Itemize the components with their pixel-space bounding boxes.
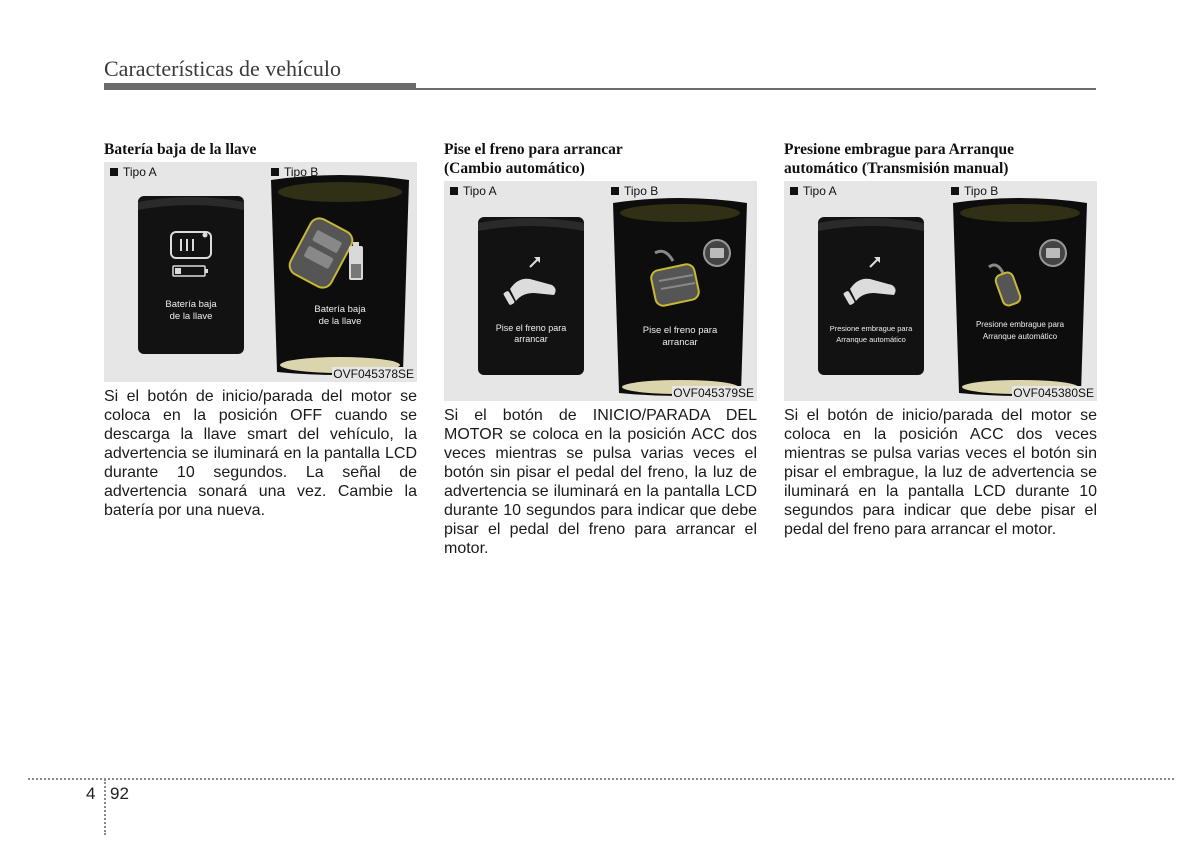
panel-type-a: [444, 181, 601, 401]
start-button-icon: [1040, 240, 1066, 266]
section-brake-to-start: [444, 140, 757, 558]
figure-code: OVF045379SE: [673, 386, 754, 400]
type-a-label: Tipo A: [450, 184, 497, 198]
figure-brake-to-start: [444, 181, 757, 401]
lcd-screen-type-b: [943, 181, 1097, 401]
panel-type-b: [943, 181, 1097, 401]
page-title: Características de vehículo: [104, 56, 342, 81]
svg-text:Pise el freno paraarrancar: Pise el freno para arrancar: [642, 325, 718, 348]
section-clutch-auto-start: [784, 140, 1097, 539]
lcd-screen-type-a: [104, 162, 261, 382]
start-button-icon: [704, 240, 730, 266]
header-rule: [416, 88, 1096, 90]
section-title: Presione embrague para Arranque automático (Transmisión manual): [784, 141, 1015, 177]
svg-text:Batería bajade la llave: Batería baja de la llave: [165, 299, 217, 322]
lcd-screen-type-a: [784, 181, 941, 401]
page-number: 92: [110, 784, 129, 803]
svg-text:Pise el freno paraarrancar: Pise el freno para arrancar: [495, 323, 567, 344]
svg-text:Presione embrague paraArranque: Presione embrague para Arranque automático: [975, 320, 1065, 341]
footer-divider: [104, 779, 106, 835]
figure-code: OVF045378SE: [333, 367, 414, 381]
type-a-label: Tipo A: [790, 184, 837, 198]
section-key-battery: [104, 140, 417, 520]
section-body: Si el botón de inicio/parada del motor se coloca en la posición OFF cuando se descarga la llave smart del vehículo, la advertencia se iluminará en la pantalla LCD durante 10 segundos. La señal de advertencia sonará una vez. Cambie la batería por una nueva.: [104, 388, 417, 519]
type-b-label: Tipo B: [951, 184, 998, 198]
section-body: Si el botón de INICIO/PARADA DEL MOTOR se coloca en la posición ACC dos veces mientras se pulsa varias veces el botón sin pisar el pedal del freno, la luz de advertencia se iluminará en la pantalla LCD durante 10 segundos para indicar que debe pisar el pedal del freno para arrancar el motor.: [444, 407, 757, 557]
lcd-screen-type-b: [603, 181, 757, 401]
figure-clutch-auto-start: [784, 181, 1097, 401]
panel-type-b: [603, 181, 757, 401]
lcd-screen-type-b: [263, 162, 417, 382]
figure-key-battery: [104, 162, 417, 382]
figure-code: OVF045380SE: [1013, 386, 1094, 400]
svg-text:Batería bajade la llave: Batería baja de la llave: [314, 304, 366, 327]
type-b-label: Tipo B: [271, 165, 318, 179]
type-a-label: Tipo A: [110, 165, 157, 179]
section-title: Batería baja de la llave: [104, 141, 257, 158]
battery-icon: [349, 242, 363, 280]
section-body: Si el botón de inicio/parada del motor se coloca en la posición ACC dos veces mientras se pulsa varias veces el botón sin pisar el embrague, la luz de advertencia se iluminará en la pantalla LCD durante 10 segundos para indicar que debe pisar el pedal del freno para arrancar el motor.: [784, 407, 1097, 538]
footer-rule: [28, 778, 1174, 780]
header-rule-dark: [104, 83, 416, 90]
panel-type-a: [104, 162, 261, 382]
panel-type-a: [784, 181, 941, 401]
chapter-number: 4: [86, 784, 96, 803]
type-b-label: Tipo B: [611, 184, 658, 198]
panel-type-b: [263, 162, 417, 382]
lcd-screen-type-a: [444, 181, 601, 401]
section-title: Pise el freno para arrancar (Cambio automático): [444, 141, 623, 177]
svg-text:Presione embrague paraArranque: Presione embrague para Arranque automático: [829, 324, 913, 344]
